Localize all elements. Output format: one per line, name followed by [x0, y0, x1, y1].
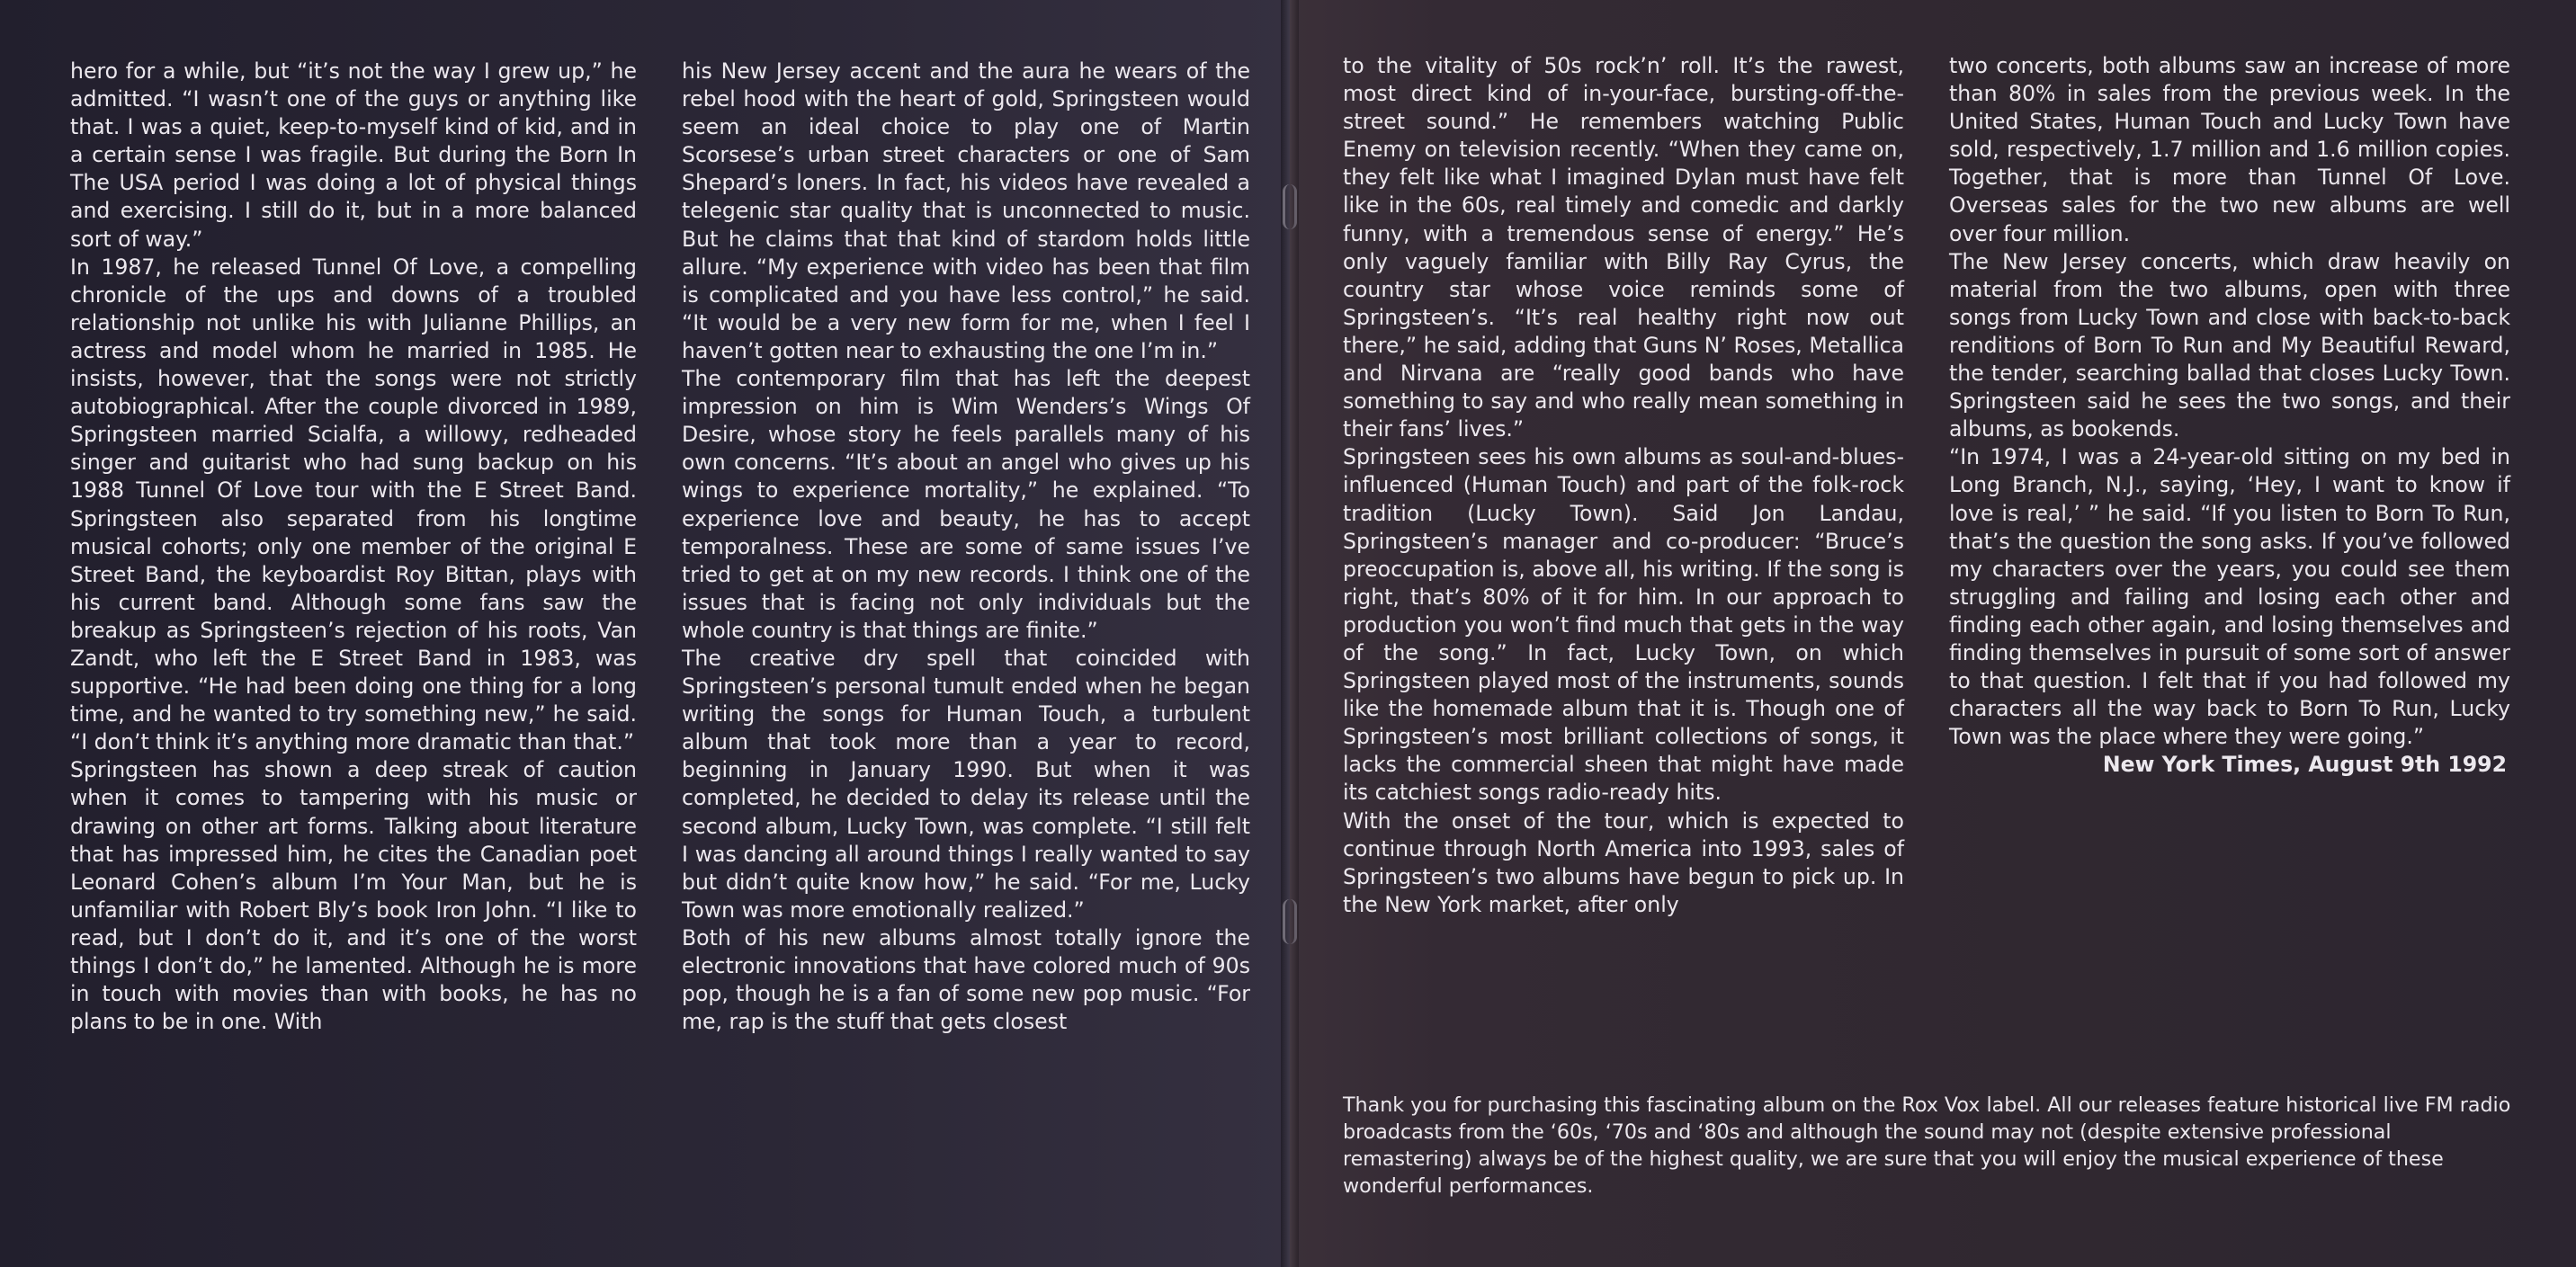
column-1 [70, 58, 637, 1036]
paragraph: to the vitality of 50s rock’n’ roll. It’s the rawest, most direct kind of in-your-face, bursting-off-the-street sound.” He remembers watching Public Enemy on television recently. “When they came on, they felt like what I imagined Dylan must have felt like in the 60s, real timely and comedic and darkly funny, with a tremendous sense of energy.” He’s only vaguely familiar with Billy Ray Cyrus, the country star whose voice reminds some of Springsteen’s. “It’s real healthy right now out there,” he said, adding that Guns N’ Roses, Metallica and Nirvana are “really good bands who have something to say and who really mean something in their fans’ lives.” [1343, 53, 1904, 442]
paragraph: his New Jersey accent and the aura he wears of the rebel hood with the heart of gold, Springsteen would seem an ideal choice to play one of Martin Scorsese’s urban street characters or one of Sam Shepard’s loners. In fact, his videos have revealed a telegenic star quality that is unconnected to music. But he claims that that kind of stardom holds little allure. “My experience with video has been that film is complicated and you have less control,” he said. “It would be a very new form for me, when I feel I haven’t gotten near to exhausting the one I’m in.” [682, 58, 1250, 363]
paragraph: Both of his new albums almost totally ignore the electronic innovations that have colored much of 90s pop, though he is a fan of some new pop music. “For me, rap is the stuff that gets closest [682, 924, 1250, 1035]
column-3 [1343, 52, 1904, 919]
source-credit: New York Times, August 9th 1992 [2102, 752, 2507, 778]
paragraph: “In 1974, I was a 24-year-old sitting on my bed in Long Branch, N.J., saying, ‘Hey, I want to know if love is real,’ ” he said. “If you listen to Born To Run, that’s the question the song asks. If you’ve followed my characters over the years, you could see them struggling and failing and losing each other and finding each other again, and losing themselves and finding themselves in pursuit of some sort of answer to that question. I felt that if you had followed my characters all the way back to Born To Run, Lucky Town was the place where they were going.” [1949, 444, 2510, 750]
paragraph: Springsteen sees his own albums as soul-and-blues-influenced (Human Touch) and part of the folk-rock tradition (Lucky Town). Said Jon Landau, Springsteen’s manager and co-producer: “Bruce’s preoccupation is, above all, his writing. If the song is right, that’s 80% of it for him. In our approach to production you won’t find much that gets in the way of the song.” In fact, Lucky Town, on which Springsteen played most of the instruments, sounds like the homemade album that it is. Though one of Springsteen’s most brilliant collections of songs, it lacks the commercial sheen that might have made its catchiest songs radio-ready hits. [1343, 444, 1904, 806]
paragraph: With the onset of the tour, which is expected to continue through North America into 1993, sales of Springsteen’s two albums have begun to pick up. In the New York market, after only [1343, 807, 1904, 917]
staple-icon [1283, 184, 1297, 229]
paragraph: hero for a while, but “it’s not the way I grew up,” he admitted. “I wasn’t one of the guys or anything like that. I was a quiet, keep-to-myself kind of kid, and in a certain sense I was fragile. But during the Born In The USA period I was doing a lot of physical things and exercising. I still do it, but in a more balanced sort of way.” [70, 58, 637, 252]
paragraph: The creative dry spell that coincided with Springsteen’s personal tumult ended when he began writing the songs for Human Touch, a turbulent album that took more than a year to record, beginning in January 1990. But when it was completed, he decided to delay its release until the second album, Lucky Town, was complete. “I still felt I was dancing all around things I really wanted to say but didn’t quite know how,” he said. “For me, Lucky Town was more emotionally realized.” [682, 645, 1250, 923]
column-4 [1949, 52, 2510, 779]
column-2 [682, 58, 1250, 1036]
staple-icon [1283, 899, 1297, 944]
paragraph: Springsteen has shown a deep streak of caution when it comes to tampering with his music or drawing on other art forms. Talking about literature that has impressed him, he cites the Canadian poet Leonard Cohen’s album I’m Your Man, but he is unfamiliar with Robert Bly’s book Iron John. “I like to read, but I don’t do it, and it’s one of the worst things I don’t do,” he lamented. Although he is more in touch with movies than with books, he has no plans to be in one. With [70, 757, 637, 1035]
paragraph: two concerts, both albums saw an increase of more than 80% in sales from the previous week. In the United States, Human Touch and Lucky Town have sold, respectively, 1.7 million and 1.6 million copies. Together, that is more than Tunnel Of Love. Overseas sales for the two new albums are well over four million. [1949, 53, 2510, 246]
label-note: Thank you for purchasing this fascinating album on the Rox Vox label. All our releases feature historical live FM radio broadcasts from the ‘60s, ‘70s and ‘80s and although the sound may not (despite extensive professional remastering) always be of the highest quality, we are sure that you will enjoy the musical experience of these wonderful performances. [1343, 1093, 2511, 1198]
paragraph: The New Jersey concerts, which draw heavily on material from the two albums, open with three songs from Lucky Town and close with back-to-back renditions of Born To Run and My Beautiful Reward, the tender, searching ballad that closes Lucky Town. Springsteen said he sees the two songs, and their albums, as bookends. [1949, 248, 2510, 442]
paragraph: In 1987, he released Tunnel Of Love, a compelling chronicle of the ups and downs of a troubled relationship not unlike his with Julianne Phillips, an actress and model whom he married in 1985. He insists, however, that the songs were not strictly autobiographical. After the couple divorced in 1989, Springsteen married Scialfa, a willowy, redheaded singer and guitarist who had sung backup on his 1988 Tunnel Of Love tour with the E Street Band. Springsteen also separated from his longtime musical cohorts; only one member of the original E Street Band, the keyboardist Roy Bittan, plays with his current band. Although some fans saw the breakup as Springsteen’s rejection of his roots, Van Zandt, who left the E Street Band in 1983, was supportive. “He had been doing one thing for a long time, and he wanted to try something new,” he said. “I don’t think it’s anything more dramatic than that.” [70, 254, 637, 755]
paragraph: The contemporary film that has left the deepest impression on him is Wim Wenders’s Wings Of Desire, whose story he feels parallels many of his own concerns. “It’s about an angel who gives up his wings to experience mortality,” he explained. “To experience love and beauty, he has to accept temporalness. These are some of same issues I’ve tried to get at on my new records. I think one of the issues that is facing not only individuals but the whole country is that things are finite.” [682, 366, 1250, 643]
